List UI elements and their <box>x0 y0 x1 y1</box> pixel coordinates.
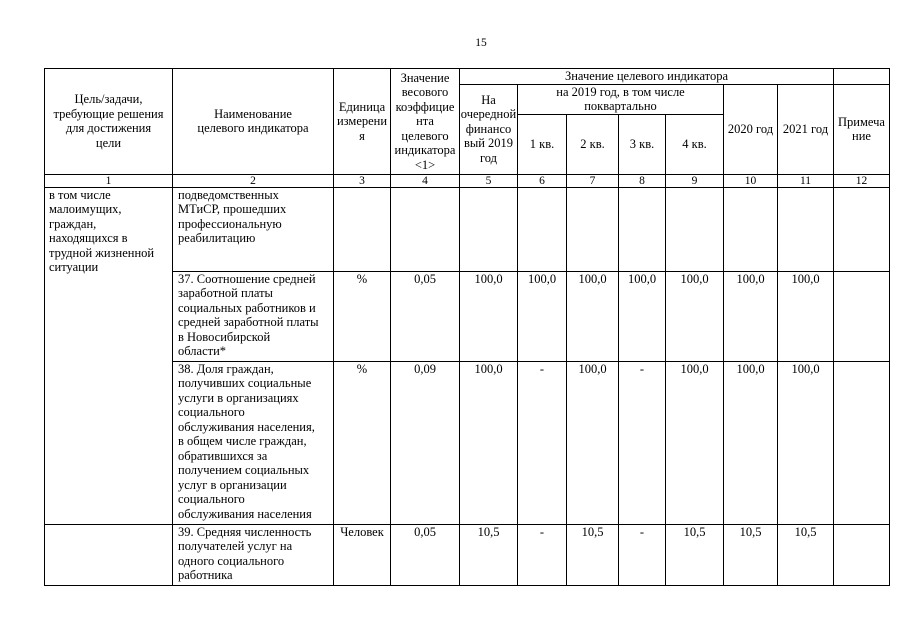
q4-value-cell <box>666 187 724 271</box>
column-number: 12 <box>834 174 890 187</box>
header-note-top <box>834 69 890 85</box>
header-goal: Цель/задачи, требующие решения для достижения цели <box>45 69 173 175</box>
column-number: 2 <box>173 174 334 187</box>
note-cell <box>834 187 890 271</box>
column-number: 5 <box>460 174 518 187</box>
q1-value-cell: - <box>518 524 567 585</box>
goal-cell <box>45 524 173 585</box>
note-cell <box>834 361 890 524</box>
column-number: 6 <box>518 174 567 187</box>
goal-cell: в том числе малоимущих, граждан, находящихся в трудной жизненной ситуации <box>45 187 173 524</box>
header-value-2021: 2021 год <box>778 84 834 174</box>
q3-value-cell: - <box>619 361 666 524</box>
weight-cell: 0,05 <box>391 524 460 585</box>
q4-value-cell: 100,0 <box>666 361 724 524</box>
header-note: Примеча ние <box>834 84 890 174</box>
header-q4: 4 кв. <box>666 114 724 174</box>
column-number: 7 <box>567 174 619 187</box>
value-2019-cell: 100,0 <box>460 361 518 524</box>
column-number: 1 <box>45 174 173 187</box>
column-number: 3 <box>334 174 391 187</box>
column-number: 8 <box>619 174 666 187</box>
indicator-table <box>44 68 890 586</box>
weight-cell: 0,09 <box>391 361 460 524</box>
table-row <box>45 524 890 585</box>
value-2019-cell: 100,0 <box>460 271 518 361</box>
value-2021-cell: 100,0 <box>778 271 834 361</box>
q4-value-cell: 10,5 <box>666 524 724 585</box>
value-2020-cell: 10,5 <box>724 524 778 585</box>
indicator-name-cell: 39. Средняя численность получателей услуг на одного социального работника <box>173 524 334 585</box>
weight-cell: 0,05 <box>391 271 460 361</box>
header-quarterly: на 2019 год, в том числе поквартально <box>518 84 724 114</box>
q4-value-cell: 100,0 <box>666 271 724 361</box>
header-indicator-name: Наименование целевого индикатора <box>173 69 334 175</box>
table-row <box>45 187 890 271</box>
column-number: 9 <box>666 174 724 187</box>
q2-value-cell: 10,5 <box>567 524 619 585</box>
header-value-2019: На очередной финансо вый 2019 год <box>460 84 518 174</box>
value-2020-cell <box>724 187 778 271</box>
indicator-name-cell: 37. Соотношение средней заработной платы социальных работников и средней заработной платы в Новосибирской области* <box>173 271 334 361</box>
header-weight: Значение весового коэффицие нта целевого индикатора <1> <box>391 69 460 175</box>
value-2019-cell: 10,5 <box>460 524 518 585</box>
value-2020-cell: 100,0 <box>724 361 778 524</box>
q1-value-cell: - <box>518 361 567 524</box>
indicator-name-cell: 38. Доля граждан, получивших социальные услуги в организациях социального обслуживания населения, в общем числе граждан, обратившихся за получением социальных услуг в организации социального обслуживания населения <box>173 361 334 524</box>
unit-cell: Человек <box>334 524 391 585</box>
value-2020-cell: 100,0 <box>724 271 778 361</box>
column-number: 4 <box>391 174 460 187</box>
value-2021-cell: 10,5 <box>778 524 834 585</box>
header-target-value: Значение целевого индикатора <box>460 69 834 85</box>
column-number: 11 <box>778 174 834 187</box>
note-cell <box>834 524 890 585</box>
value-2021-cell <box>778 187 834 271</box>
header-q1: 1 кв. <box>518 114 567 174</box>
header-q2: 2 кв. <box>567 114 619 174</box>
q1-value-cell: 100,0 <box>518 271 567 361</box>
header-row <box>45 69 890 85</box>
value-2021-cell: 100,0 <box>778 361 834 524</box>
q3-value-cell: 100,0 <box>619 271 666 361</box>
q3-value-cell <box>619 187 666 271</box>
unit-cell: % <box>334 271 391 361</box>
unit-cell <box>334 187 391 271</box>
q2-value-cell: 100,0 <box>567 271 619 361</box>
header-value-2020: 2020 год <box>724 84 778 174</box>
column-number: 10 <box>724 174 778 187</box>
indicator-name-cell: подведомственных МТиСР, прошедших профессиональную реабилитацию <box>173 187 334 271</box>
q1-value-cell <box>518 187 567 271</box>
table-body <box>45 69 890 586</box>
weight-cell <box>391 187 460 271</box>
unit-cell: % <box>334 361 391 524</box>
header-q3: 3 кв. <box>619 114 666 174</box>
note-cell <box>834 271 890 361</box>
page-number: 15 <box>475 37 487 49</box>
column-number-row <box>45 174 890 187</box>
q2-value-cell: 100,0 <box>567 361 619 524</box>
q2-value-cell <box>567 187 619 271</box>
value-2019-cell <box>460 187 518 271</box>
q3-value-cell: - <box>619 524 666 585</box>
header-unit: Единица измерени я <box>334 69 391 175</box>
